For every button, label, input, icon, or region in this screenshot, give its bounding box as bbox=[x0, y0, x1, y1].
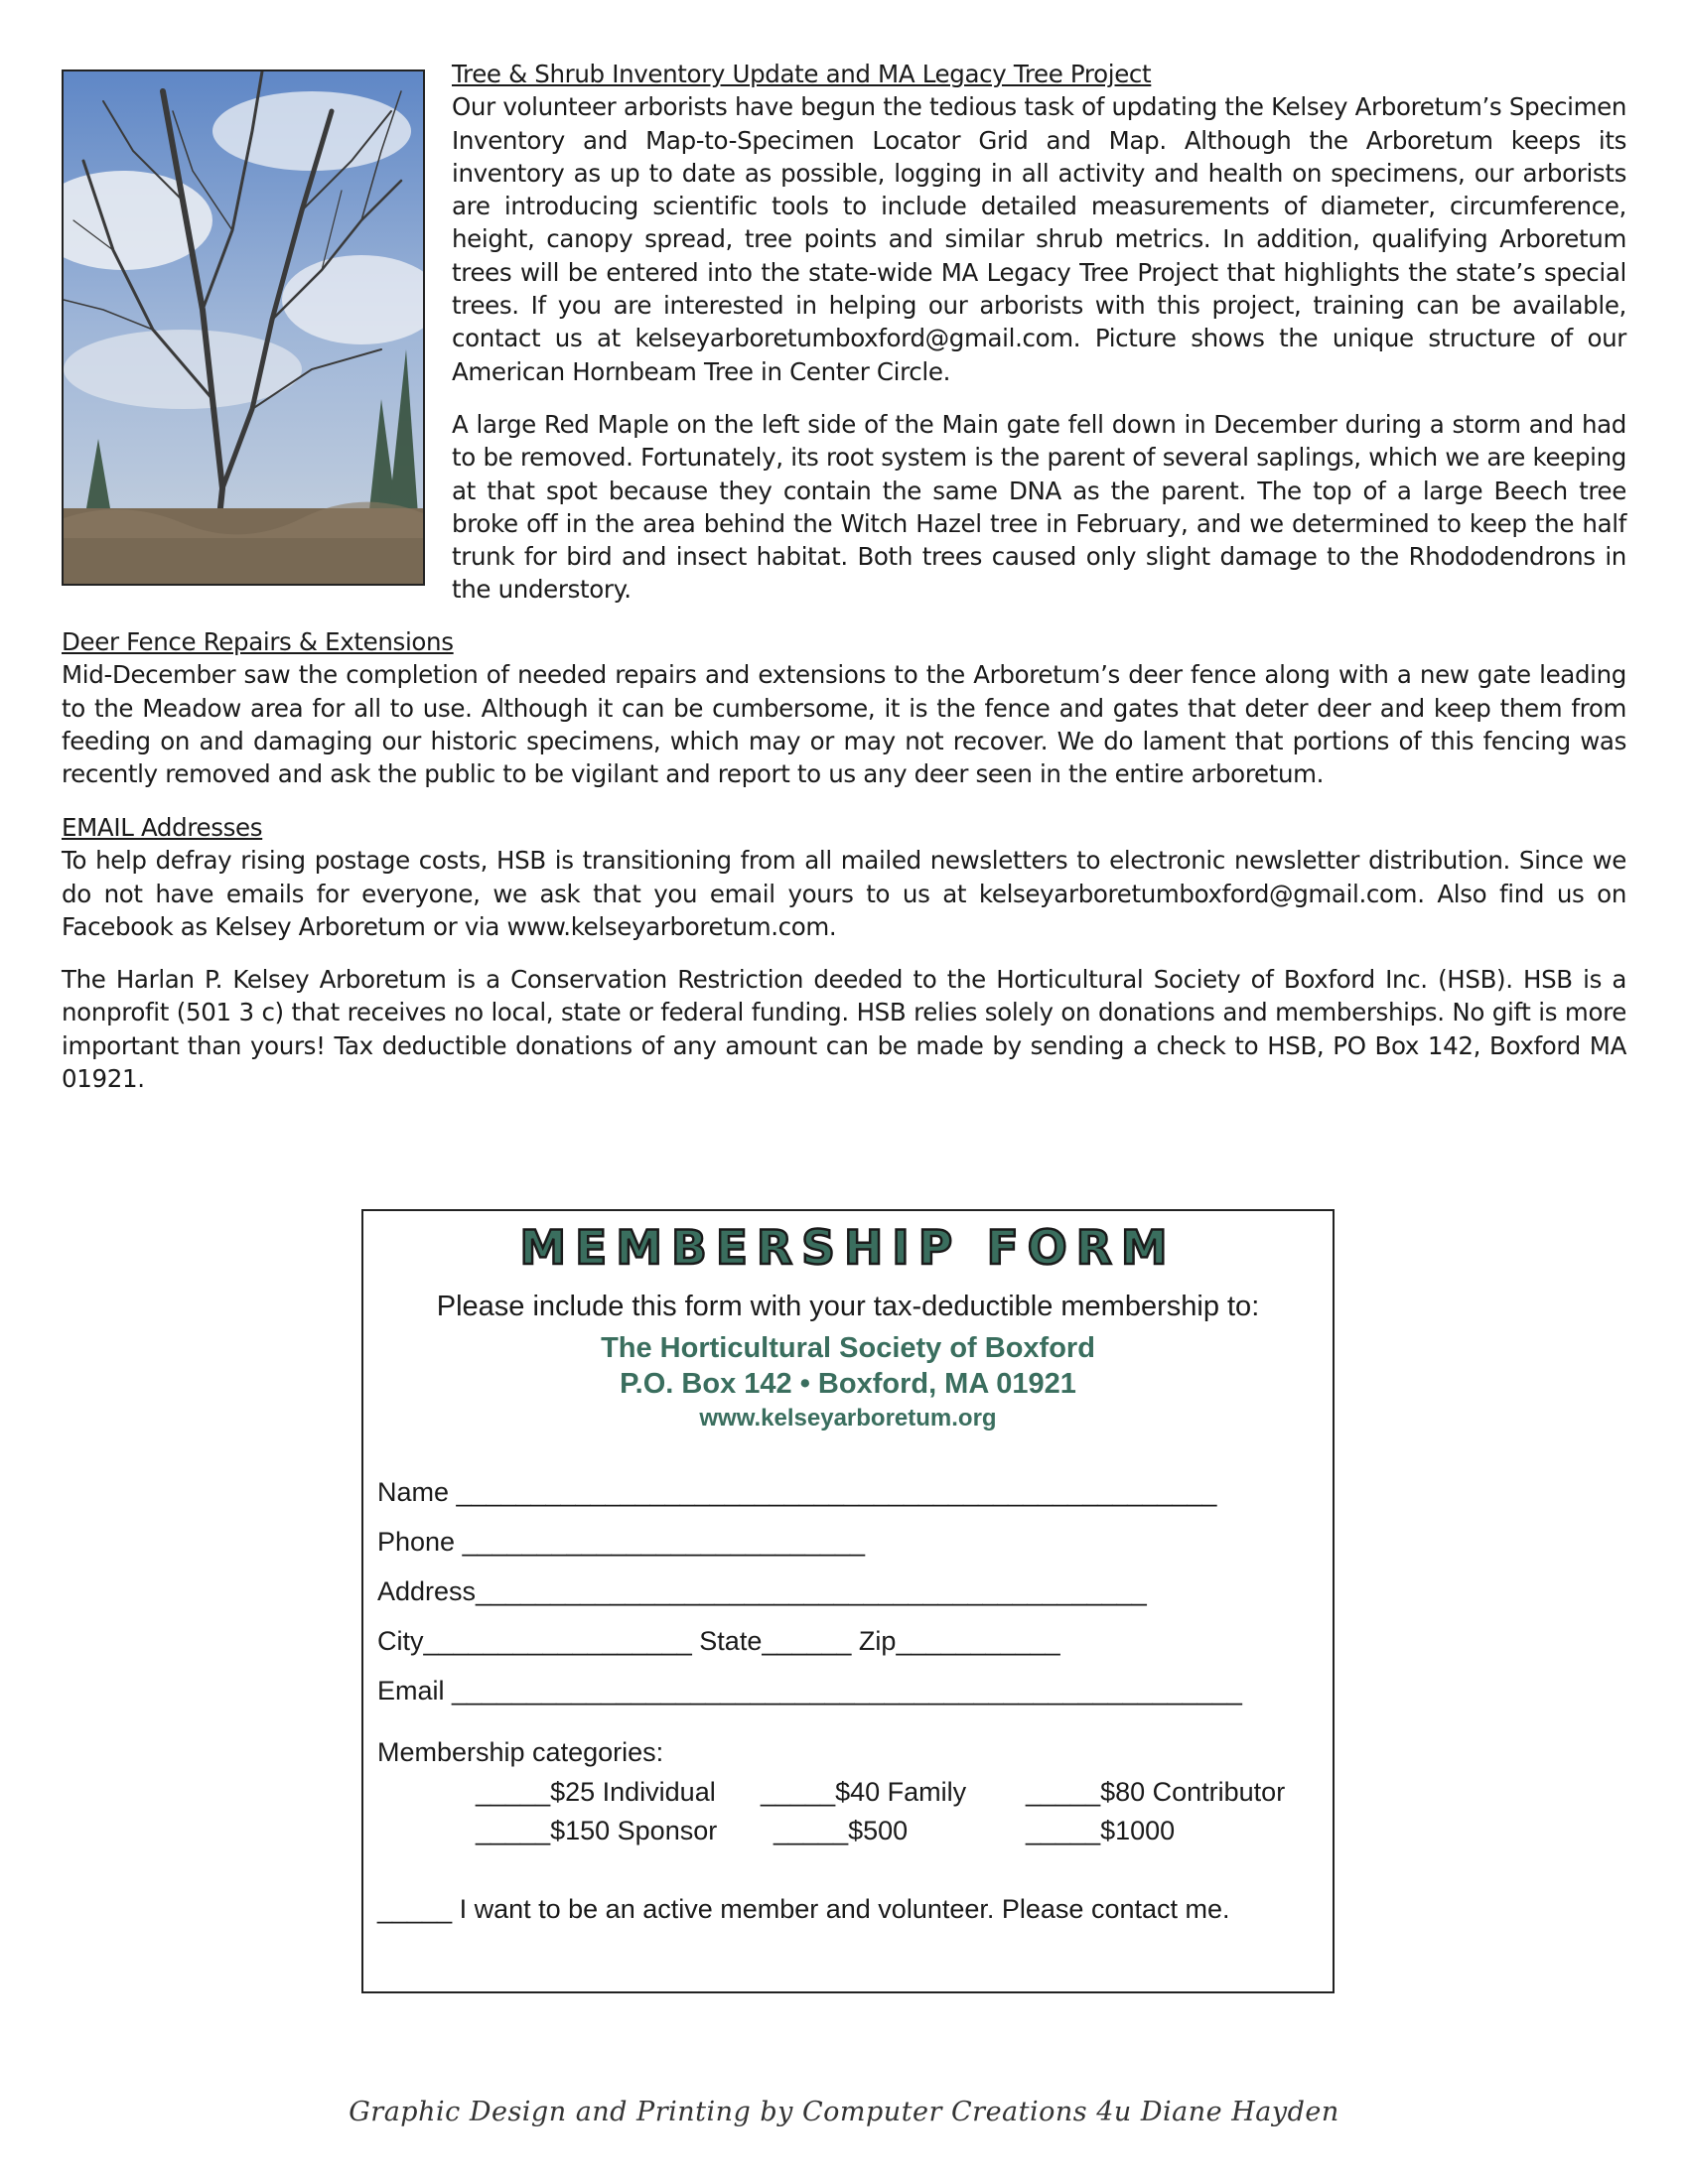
tree-photo bbox=[62, 69, 425, 586]
inventory-section bbox=[452, 58, 1626, 607]
deer-fence-paragraph: Mid-December saw the completion of needed repairs and extensions to the Arboretum’s deer fence along with a new gate leading to the Meadow area for all to use. Although it can be cumbersome, it is the fence and gates that deter deer and keep them from feeding on and damaging our historic specimens, which may or may not recover. We do lament that portions of this fencing was recently removed and ask the public to be vigilant and report to us any deer seen in the entire arboretum. bbox=[62, 660, 1626, 789]
option-1000[interactable]: _____$1000 bbox=[1026, 1816, 1176, 1845]
about-paragraph: The Harlan P. Kelsey Arboretum is a Conservation Restriction deeded to the Horticultural Society of Boxford Inc. (HSB). HSB is a nonprofit (501 3 c) that receives no local, state or federal funding. HSB relies solely on donations and memberships. No gift is more important than yours! Tax deductible donations of any amount can be made by sending a check to HSB, PO Box 142, Boxford MA 01921. bbox=[62, 965, 1626, 1093]
tree-photo-icon bbox=[64, 71, 423, 584]
email-heading: EMAIL Addresses bbox=[62, 813, 263, 842]
email-field[interactable]: Email _____________________________________________________ bbox=[377, 1676, 1242, 1706]
address-field[interactable]: Address_____________________________________________ bbox=[377, 1576, 1147, 1606]
option-contributor[interactable]: _____$80 Contributor bbox=[1026, 1777, 1286, 1807]
form-instructions: Please include this form with your tax-deductible membership to: bbox=[436, 1291, 1260, 1322]
form-org-name: The Horticultural Society of Boxford bbox=[601, 1332, 1095, 1364]
form-title: MEMBERSHIP FORM bbox=[519, 1221, 1177, 1276]
form-website: www.kelseyarboretum.org bbox=[699, 1405, 997, 1432]
red-maple-paragraph: A large Red Maple on the left side of the Main gate fell down in December during a storm and had to be removed. Fortunately, its root system is the parent of several saplings, which we are keeping at that spot because they contain the same DNA as the parent. The top of a large Beech tree broke off in the area behind the Witch Hazel tree in February, and we determined to keep the half trunk for bird and insect habitat. Both trees caused only slight damage to the Rhododendrons in the understory. bbox=[452, 409, 1626, 605]
inventory-paragraph: Our volunteer arborists have begun the tedious task of updating the Kelsey Arboretum’s Specimen Inventory and Map-to-Specimen Locator Grid and Map. Although the Arboretum keeps its inventory as up to date as possible, logging in all activity and health on specimens, our arborists are introducing scientific tools to include detailed measurements of diameter, circumference, height, canopy spread, tree points and similar shrub metrics. In addition, qualifying Arboretum trees will be entered into the state-wide MA Legacy Tree Project that highlights the state’s special trees. If you are interested in helping our arborists with this project, training can be available, contact us at kelseyarboretumboxford@gmail.com. Picture shows the unique structure of our American Hornbeam Tree in Center Circle. bbox=[452, 92, 1626, 386]
design-credit: Graphic Design and Printing by Computer Creations 4u Diane Hayden bbox=[349, 2097, 1339, 2127]
option-500[interactable]: _____$500 bbox=[774, 1816, 909, 1845]
deer-fence-heading: Deer Fence Repairs & Extensions bbox=[62, 627, 454, 656]
phone-field[interactable]: Phone ___________________________ bbox=[377, 1527, 866, 1557]
option-individual[interactable]: _____$25 Individual bbox=[476, 1777, 716, 1807]
city-state-zip-field[interactable]: City__________________ State______ Zip___________ bbox=[377, 1626, 1060, 1656]
categories-label: Membership categories: bbox=[377, 1737, 664, 1767]
inventory-heading: Tree & Shrub Inventory Update and MA Legacy Tree Project bbox=[452, 60, 1152, 88]
form-org-address: P.O. Box 142 • Boxford, MA 01921 bbox=[620, 1368, 1076, 1400]
option-family[interactable]: _____$40 Family bbox=[761, 1777, 967, 1807]
deer-fence-section bbox=[62, 625, 1626, 790]
email-paragraph: To help defray rising postage costs, HSB is transitioning from all mailed newsletters to electronic newsletter distribution. Since we do not have emails for everyone, we ask that you email yours to us at kelseyarboretumboxford@gmail.com. Also find us on Facebook as Kelsey Arboretum or via www.kelseyarboretum.com. bbox=[62, 846, 1626, 941]
volunteer-field[interactable]: _____ I want to be an active member and volunteer. Please contact me. bbox=[377, 1894, 1230, 1924]
about-section bbox=[62, 963, 1626, 1095]
option-sponsor[interactable]: _____$150 Sponsor bbox=[476, 1816, 718, 1845]
membership-form bbox=[361, 1209, 1335, 1993]
email-section bbox=[62, 811, 1626, 943]
name-field[interactable]: Name ___________________________________________________ bbox=[377, 1477, 1217, 1507]
